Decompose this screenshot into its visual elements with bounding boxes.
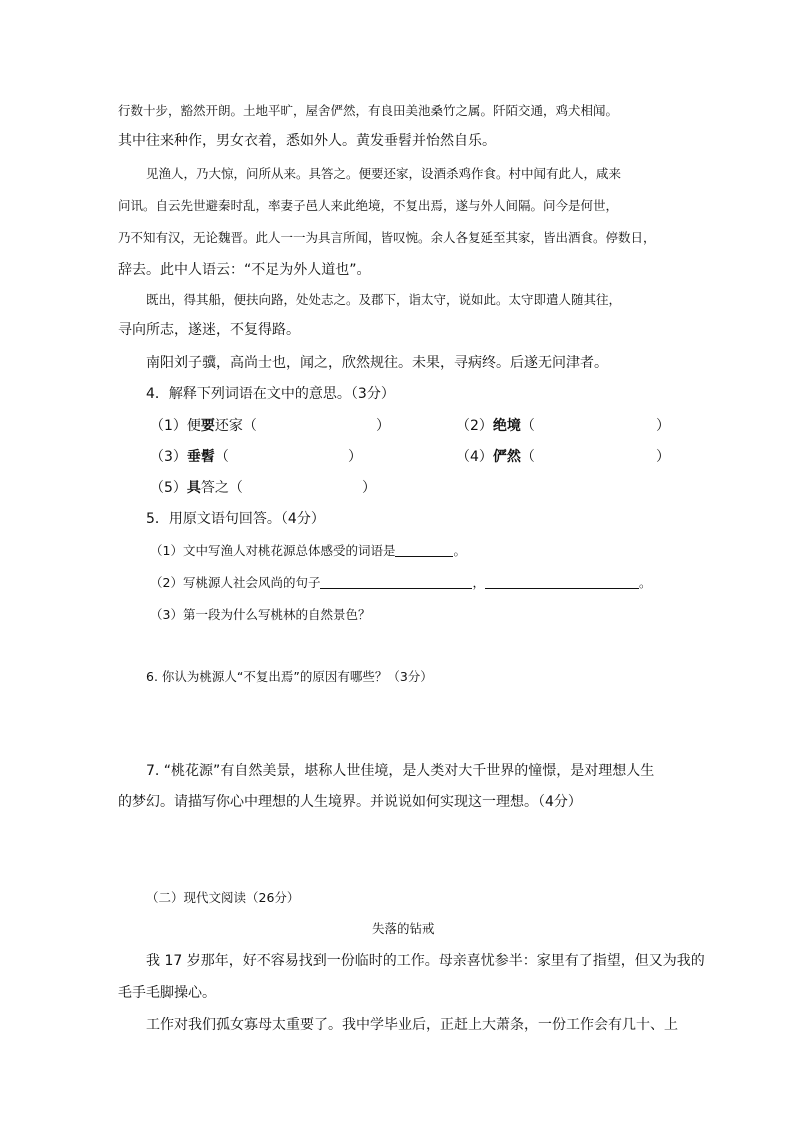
q5-sub-1-end: 。 bbox=[453, 543, 466, 558]
q5-sub-2-blank-1[interactable] bbox=[320, 574, 472, 589]
q4-item-3-suffix: （ bbox=[214, 449, 229, 465]
q4-item-2-prefix: （2） bbox=[456, 418, 493, 434]
article-line: 毛手毛脚操心。 bbox=[118, 985, 216, 1001]
q4-item-4-keyword: 俨然 bbox=[492, 449, 521, 465]
q4-item-4-prefix: （4） bbox=[456, 449, 493, 465]
q4-item-3 bbox=[150, 447, 229, 467]
q5-sub-2-text: （2）写桃源人社会风尚的句子 bbox=[150, 575, 321, 590]
passage-line: 其中往来种作，男女衣着，悉如外人。黄发垂髫并怡然自乐。 bbox=[118, 133, 496, 149]
q4-item-5 bbox=[150, 478, 243, 498]
passage-line: 寻向所志，遂迷，不复得路。 bbox=[118, 322, 300, 338]
q4-item-1-prefix: （1）便 bbox=[150, 418, 201, 434]
question-7-line: 的梦幻。请描写你心中理想的人生境界。并说说如何实现这一理想。（4分） bbox=[118, 794, 582, 810]
q4-item-5-keyword: 具 bbox=[186, 480, 201, 496]
q4-item-2-keyword: 绝境 bbox=[492, 418, 521, 434]
q5-sub-1-text: （1）文中写渔人对桃花源总体感受的词语是 bbox=[150, 543, 396, 558]
q4-item-2 bbox=[456, 416, 535, 436]
passage-line: 问讯。自云先世避秦时乱，率妻子邑人来此绝境，不复出焉，遂与外人间隔。问今是何世， bbox=[118, 198, 619, 213]
article-line: 我 17 岁那年，好不容易找到一份临时的工作。母亲喜忧参半：家里有了指望，但又为我的 bbox=[146, 953, 705, 969]
q4-item-4 bbox=[456, 447, 535, 467]
q4-item-2-answer-close[interactable]: ） bbox=[656, 418, 670, 434]
q4-item-5-prefix: （5） bbox=[150, 480, 187, 496]
q4-item-1-answer-close[interactable]: ） bbox=[376, 418, 390, 434]
q5-sub-2-blank-2[interactable] bbox=[485, 574, 639, 589]
q4-item-1-suffix: 还家（ bbox=[214, 418, 257, 434]
section-heading: （二）现代文阅读（26分） bbox=[146, 890, 300, 905]
q4-item-1 bbox=[150, 416, 257, 436]
passage-line: 辞去。此中人语云：“不足为外人道也”。 bbox=[118, 262, 371, 278]
question-4-stem: 4．解释下列词语在文中的意思。（3分） bbox=[146, 386, 395, 402]
q5-sub-1 bbox=[150, 541, 466, 561]
passage-line: 行数十步，豁然开朗。土地平旷，屋舍俨然，有良田美池桑竹之属。阡陌交通，鸡犬相闻。 bbox=[118, 103, 619, 118]
q5-sub-2-end: 。 bbox=[638, 575, 652, 590]
q4-item-2-suffix: （ bbox=[520, 418, 535, 434]
passage-line: 见渔人，乃大惊，问所从来。具答之。便要还家，设酒杀鸡作食。村中闻有此人，咸来 bbox=[146, 166, 622, 181]
article-line: 工作对我们孤女寡母太重要了。我中学毕业后，正赶上大萧条，一份工作会有几十、上 bbox=[146, 1017, 678, 1033]
question-6-stem: 6. 你认为桃源人“不复出焉”的原因有哪些？（3分） bbox=[146, 669, 433, 684]
q4-item-5-answer-close[interactable]: ） bbox=[362, 480, 376, 496]
passage-line: 南阳刘子骥，高尚士也，闻之，欣然规往。未果，寻病终。后遂无问津者。 bbox=[146, 355, 608, 371]
q4-item-4-suffix: （ bbox=[520, 449, 535, 465]
q5-sub-1-blank[interactable] bbox=[395, 542, 453, 557]
q4-item-1-keyword: 要 bbox=[200, 418, 215, 434]
question-7-line: 7. “桃花源”有自然美景，堪称人世佳境，是人类对大千世界的憧憬，是对理想人生 bbox=[146, 763, 655, 779]
q4-item-5-suffix: 答之（ bbox=[200, 480, 243, 496]
passage-line: 乃不知有汉，无论魏晋。此人一一为具言所闻，皆叹惋。余人各复延至其家，皆出酒食。停数日， bbox=[118, 230, 656, 245]
q5-sub-3: （3）第一段为什么写桃林的自然景色？ bbox=[150, 607, 371, 622]
article-title: 失落的钻戒 bbox=[372, 921, 435, 936]
q4-item-4-answer-close[interactable]: ） bbox=[656, 449, 670, 465]
q4-item-3-answer-close[interactable]: ） bbox=[348, 449, 362, 465]
q4-item-3-prefix: （3） bbox=[150, 449, 187, 465]
q4-item-3-keyword: 垂髫 bbox=[186, 449, 215, 465]
q5-sub-2-mid: ， bbox=[472, 575, 485, 590]
question-5-stem: 5．用原文语句回答。（4分） bbox=[146, 511, 325, 527]
q5-sub-2 bbox=[150, 573, 652, 593]
passage-line: 既出，得其船，便扶向路，处处志之。及郡下，诣太守，说如此。太守即遣人随其往， bbox=[146, 292, 622, 307]
